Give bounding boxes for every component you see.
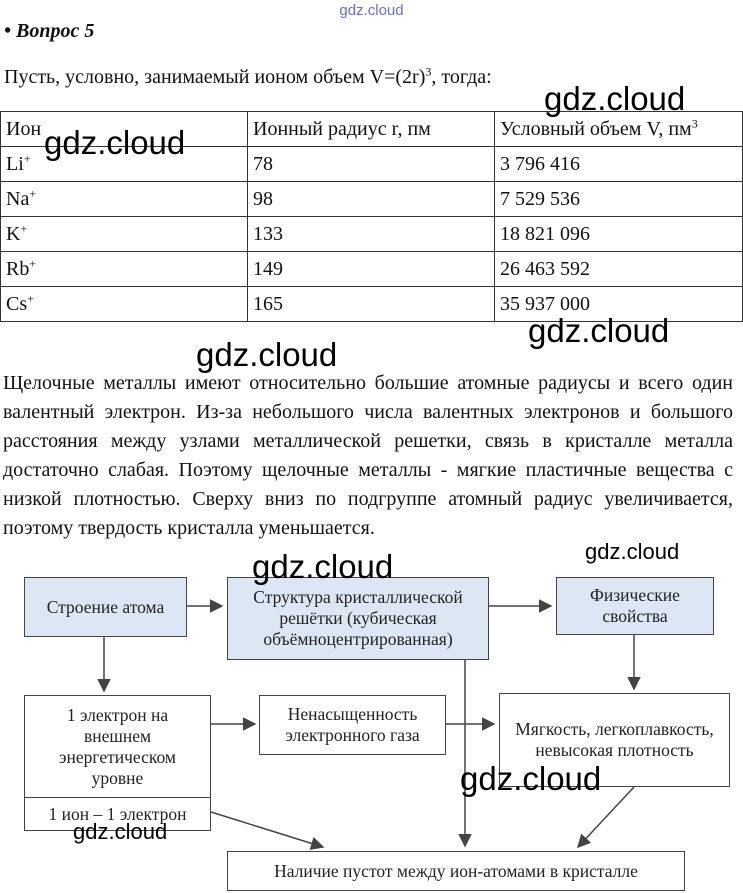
radius-cell: 165: [248, 287, 495, 322]
softness-box: Мягкость, легкоплавкость, невысокая плотность: [499, 693, 730, 787]
header-ion: Ион: [1, 112, 248, 147]
volume-cell: 35 937 000: [495, 287, 743, 322]
explanation-paragraph: Щелочные металлы имеют относительно большие атомные радиусы и всего один валентный электрон. Из-за небольшого числа валентных электронов и большого расстояния между узлами металлической решетки, связь в кристалле металла достаточно слабая. Поэтому щелочные металлы - мягкие пластичные вещества с низкой плотностью. Сверху вниз по подгруппе атомный радиус увеличивается, поэтому твердость кристалла уменьшается.: [3, 372, 733, 539]
radius-cell: 78: [248, 147, 495, 182]
question-heading: • Вопрос 5: [4, 20, 95, 42]
atom-structure-box: Строение атома: [24, 577, 187, 637]
radius-cell: 98: [248, 182, 495, 217]
header-radius: Ионный радиус r, пм: [248, 112, 495, 147]
watermark: gdz.cloud: [196, 336, 338, 373]
watermark: gdz.cloud: [44, 124, 186, 161]
voids-box: Наличие пустот между ион-атомами в кристалле: [227, 851, 685, 891]
ion-cell: Na+: [1, 182, 248, 217]
intro-text: Пусть, условно, занимаемый ионом объем $V=(2r)^3$, тогда:: [4, 64, 492, 88]
radius-cell: 149: [248, 252, 495, 287]
volume-cell: 18 821 096: [495, 217, 743, 252]
ion-cell: Rb+: [1, 252, 248, 287]
ion-cell: Li+: [1, 147, 248, 182]
volume-cell: 3 796 416: [495, 147, 743, 182]
watermark: gdz.cloud: [460, 760, 602, 797]
watermark: gdz.cloud: [544, 80, 686, 117]
physical-properties-box: Физические свойства: [556, 577, 714, 635]
ion-cell: Cs+: [1, 287, 248, 322]
unsaturation-box: Ненасыщенность электронного газа: [259, 695, 446, 755]
radius-cell: 133: [248, 217, 495, 252]
watermark: gdz.cloud: [585, 539, 680, 564]
watermark: gdz.cloud: [528, 312, 670, 349]
ion-electron-box: 1 ион – 1 электрон: [24, 797, 211, 831]
volume-cell: 26 463 592: [495, 252, 743, 287]
watermark: gdz.cloud: [73, 819, 168, 844]
watermark: gdz.cloud: [252, 548, 394, 585]
arrow-ion-electron-to-voids: [211, 812, 323, 847]
lattice-structure-box: Структура кристаллической решётки (кубическая объёмноцентрированная): [227, 577, 489, 660]
volume-cell: 7 529 536: [495, 182, 743, 217]
header-volume: Условный объем V, $пм^3$: [495, 112, 743, 147]
watermark-top: gdz.cloud: [339, 2, 404, 19]
one-electron-box: 1 электрон на внешнем энергетическом уровне: [24, 695, 211, 798]
ion-cell: K+: [1, 217, 248, 252]
